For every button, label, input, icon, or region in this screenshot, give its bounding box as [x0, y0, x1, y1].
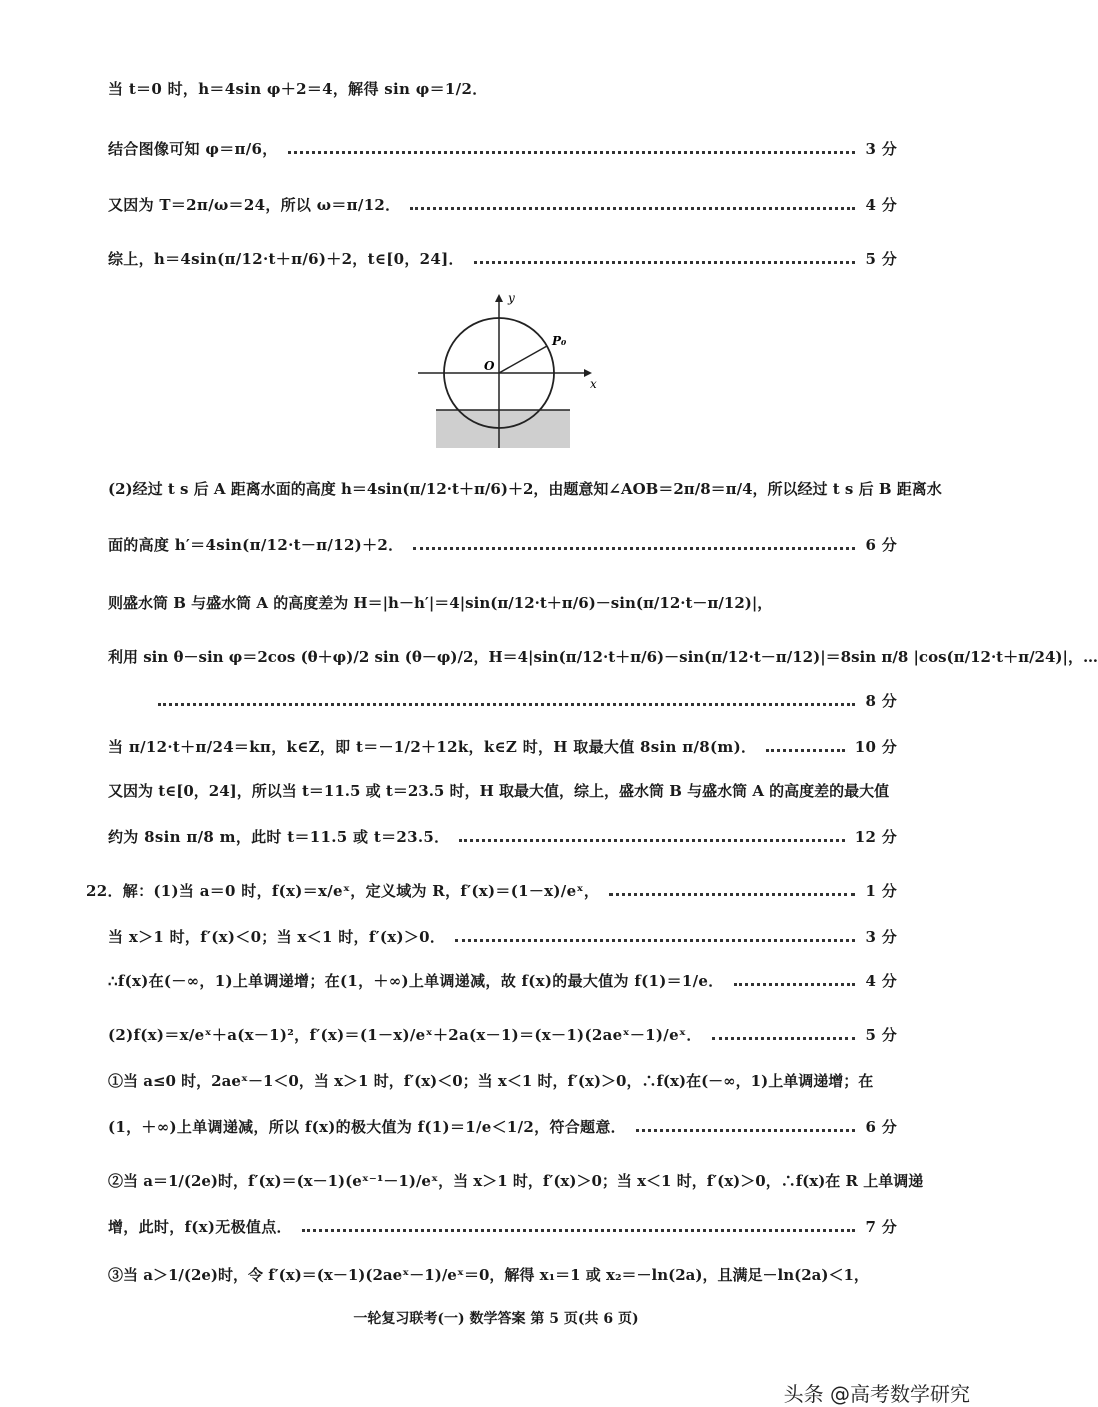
- line-text: 22．解：(1)当 a＝0 时，f(x)＝x/eˣ，定义域为 R，f′(x)＝(1－x)/eˣ，: [86, 882, 600, 900]
- line-text: 结合图像可知 φ＝π/6，: [108, 140, 278, 158]
- line-text: 又因为 T＝2π/ω＝24，所以 ω＝π/12．: [108, 196, 401, 214]
- leader-dots: [459, 839, 844, 842]
- text-line: [108, 1116, 897, 1137]
- line-text: 综上，h＝4sin(π/12·t＋π/6)＋2，t∈[0，24]．: [108, 250, 464, 268]
- line-text: 当 π/12·t＋π/24＝kπ，k∈Z，即 t＝－1/2＋12k，k∈Z 时，H 取最大值 8sin π/8(m)．: [108, 738, 757, 756]
- leader-dots: [158, 703, 855, 706]
- text-line: [108, 1024, 897, 1045]
- text-line: (2)经过 t s 后 A 距离水面的高度 h＝4sin(π/12·t＋π/6)＋2，由题意知∠AOB＝2π/8＝π/4，所以经过 t s 后 B 距离水: [108, 480, 942, 498]
- line-text: 当 x＞1 时，f′(x)＜0；当 x＜1 时，f′(x)＞0．: [108, 928, 446, 946]
- point-p0-label: P₀: [552, 334, 567, 348]
- text-line: ①当 a≤0 时，2aeˣ－1＜0，当 x＞1 时，f′(x)＜0；当 x＜1 时，f′(x)＞0，∴f(x)在(－∞，1)上单调递增；在: [108, 1072, 874, 1090]
- leader-dots: [455, 939, 855, 942]
- line-text: 增，此时，f(x)无极值点．: [108, 1218, 292, 1236]
- text-line: ②当 a＝1/(2e)时，f′(x)＝(x－1)(eˣ⁻¹－1)/eˣ，当 x＞1 时，f′(x)＞0；当 x＜1 时，f′(x)＞0，∴f(x)在 R 上单调递: [108, 1172, 924, 1190]
- leader-dots: [413, 547, 855, 550]
- radius-op0: [499, 346, 547, 373]
- score: 7 分: [865, 1218, 897, 1236]
- water-region: [436, 410, 570, 448]
- leader-dots: [474, 261, 856, 264]
- watermark: 头条 @高考数学研究: [783, 1382, 970, 1406]
- origin-label: O: [484, 359, 495, 373]
- text-line: [108, 78, 897, 99]
- leader-dots: [712, 1037, 856, 1040]
- score: 3 分: [865, 928, 897, 946]
- leader-dots: [302, 1229, 856, 1232]
- score: 1 分: [865, 882, 897, 900]
- text-line: [108, 248, 897, 269]
- text-line: [108, 736, 897, 757]
- line-text: 当 t＝0 时，h＝4sin φ＋2＝4，解得 sin φ＝1/2．: [108, 80, 488, 98]
- text-line: [108, 826, 897, 847]
- line-text: (1，＋∞)上单调递减，所以 f(x)的极大值为 f(1)＝1/e＜1/2，符合题意．: [108, 1118, 626, 1136]
- line-text: 约为 8sin π/8 m，此时 t＝11.5 或 t＝23.5．: [108, 828, 450, 846]
- text-line: [108, 138, 897, 159]
- text-line: [108, 1216, 897, 1237]
- line-text: (2)f(x)＝x/eˣ＋a(x－1)²，f′(x)＝(1－x)/eˣ＋2a(x－1)＝(x－1)(2aeˣ－1)/eˣ．: [108, 1026, 702, 1044]
- x-axis-label: x: [590, 377, 597, 391]
- text-line: [86, 880, 897, 901]
- leader-dots: [609, 893, 855, 896]
- score: 3 分: [865, 140, 897, 158]
- score: 6 分: [865, 1118, 897, 1136]
- y-axis-arrow-icon: [495, 294, 503, 302]
- line-text: 面的高度 h′＝4sin(π/12·t－π/12)＋2．: [108, 536, 404, 554]
- text-line: [148, 690, 897, 711]
- leader-dots: [734, 983, 856, 986]
- x-axis-arrow-icon: [584, 369, 592, 377]
- ferris-wheel-diagram: [418, 288, 597, 448]
- score: 6 分: [865, 536, 897, 554]
- text-line: [108, 194, 897, 215]
- score: 4 分: [865, 196, 897, 214]
- leader-dots: [636, 1129, 855, 1132]
- text-line: ③当 a＞1/(2e)时，令 f′(x)＝(x－1)(2aeˣ－1)/eˣ＝0，解得 x₁＝1 或 x₂＝－ln(2a)，且满足－ln(2a)＜1，: [108, 1266, 869, 1284]
- text-line: [108, 534, 897, 555]
- score: 5 分: [865, 1026, 897, 1044]
- score: 8 分: [865, 692, 897, 710]
- page-footer: 一轮复习联考(一) 数学答案 第 5 页(共 6 页): [353, 1311, 639, 1327]
- score: 12 分: [854, 828, 897, 846]
- score: 10 分: [854, 738, 897, 756]
- line-text: ∴f(x)在(－∞，1)上单调递增；在(1，＋∞)上单调递减，故 f(x)的最大值为 f(1)＝1/e．: [108, 972, 724, 990]
- text-line: [108, 926, 897, 947]
- leader-dots: [288, 151, 856, 154]
- y-axis-label: y: [508, 291, 515, 305]
- leader-dots: [766, 749, 844, 752]
- score: 5 分: [865, 250, 897, 268]
- leader-dots: [410, 207, 855, 210]
- text-line: [108, 970, 897, 991]
- text-line: 又因为 t∈[0，24]，所以当 t＝11.5 或 t＝23.5 时，H 取最大值，综上，盛水筒 B 与盛水筒 A 的高度差的最大值: [108, 782, 890, 800]
- score: 4 分: [865, 972, 897, 990]
- text-line: 利用 sin θ－sin φ＝2cos (θ＋φ)/2 sin (θ－φ)/2，H＝4|sin(π/12·t＋π/6)－sin(π/12·t－π/12)|＝8sin π/8 |cos(π/12·t＋π/24)|，…: [108, 648, 1098, 666]
- text-line: 则盛水筒 B 与盛水筒 A 的高度差为 H＝|h－h′|＝4|sin(π/12·t＋π/6)－sin(π/12·t－π/12)|，: [108, 594, 773, 612]
